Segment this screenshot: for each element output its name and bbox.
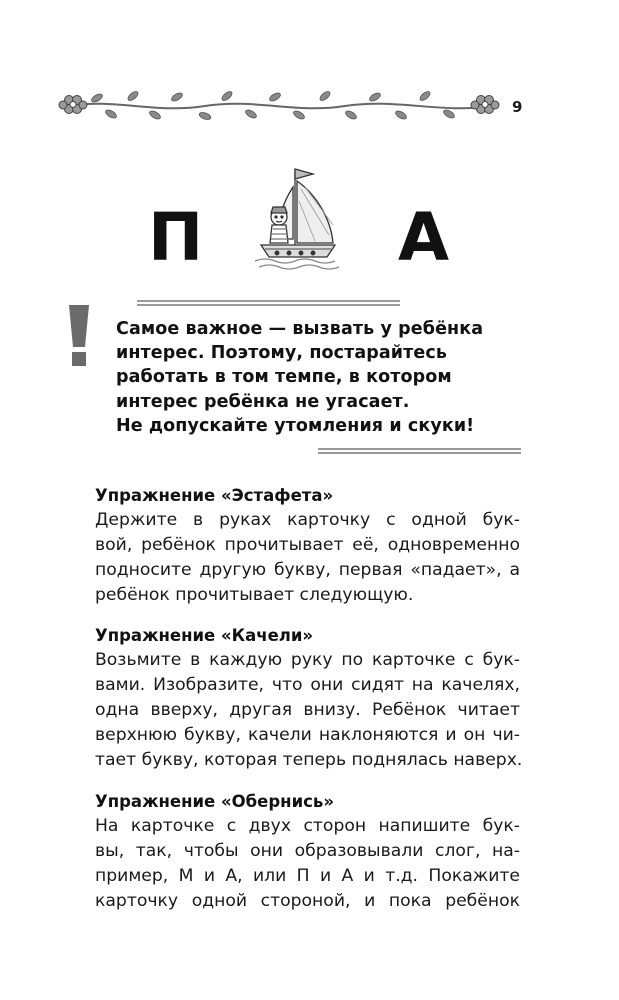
boy-in-sailboat-icon	[255, 165, 341, 273]
exercise-kacheli	[95, 624, 523, 773]
letter-left: П	[148, 199, 204, 276]
important-note	[116, 317, 521, 438]
letter-right: А	[398, 199, 450, 276]
exercise-text-line: тает букву, которая теперь поднялась наверх.	[95, 750, 523, 770]
exercise-text-line: верхнюю букву, качели наклоняются и он чи-	[95, 725, 520, 745]
exercise-text-line: вы, так, чтобы они образовывали слог, на-	[95, 841, 520, 861]
exercise-obernis	[95, 790, 520, 914]
note-line: интерес ребёнка не угасает.	[116, 391, 410, 412]
note-line: работать в том темпе, в котором	[116, 367, 452, 388]
divider-bottom	[318, 448, 521, 454]
exercise-text-line: вой, ребёнок прочитывает её, одновременно	[95, 535, 520, 555]
note-line: Не допускайте утомления и скуки!	[116, 415, 475, 436]
exercise-estafeta	[95, 484, 520, 608]
exercise-text-line: ребёнок прочитывает следующую.	[95, 585, 414, 605]
exercise-title: Упражнение «Обернись»	[95, 792, 335, 811]
exercise-title: Упражнение «Эстафета»	[95, 486, 334, 505]
note-line: интерес. Поэтому, постарайтесь	[116, 343, 448, 364]
floral-vine-divider-icon	[55, 84, 503, 130]
divider-top	[137, 300, 400, 306]
note-line: Самое важное — вызвать у ребёнка	[116, 319, 484, 339]
exercise-text-line: карточку одной стороной, и пока ребёнок	[95, 891, 520, 911]
exercise-text-line: Возьмите в каждую руку по карточке с бук-	[95, 650, 520, 670]
exercise-text-line: пример, М и А, или П и А и т.д. Покажите	[95, 866, 520, 886]
page-number: 9	[512, 98, 523, 116]
exercise-title: Упражнение «Качели»	[95, 626, 314, 645]
exercise-text-line: вами. Изобразите, что они сидят на качелях,	[95, 675, 520, 695]
exercise-text-line: подносите другую букву, первая «падает», а	[95, 560, 520, 580]
exercise-text-line: Держите в руках карточку с одной бук-	[95, 510, 520, 530]
exercise-text-line: На карточке с двух сторон напишите бук-	[95, 816, 520, 836]
exercise-text-line: одна вверху, другая внизу. Ребёнок читает	[95, 700, 520, 720]
exclamation-icon	[62, 305, 96, 367]
